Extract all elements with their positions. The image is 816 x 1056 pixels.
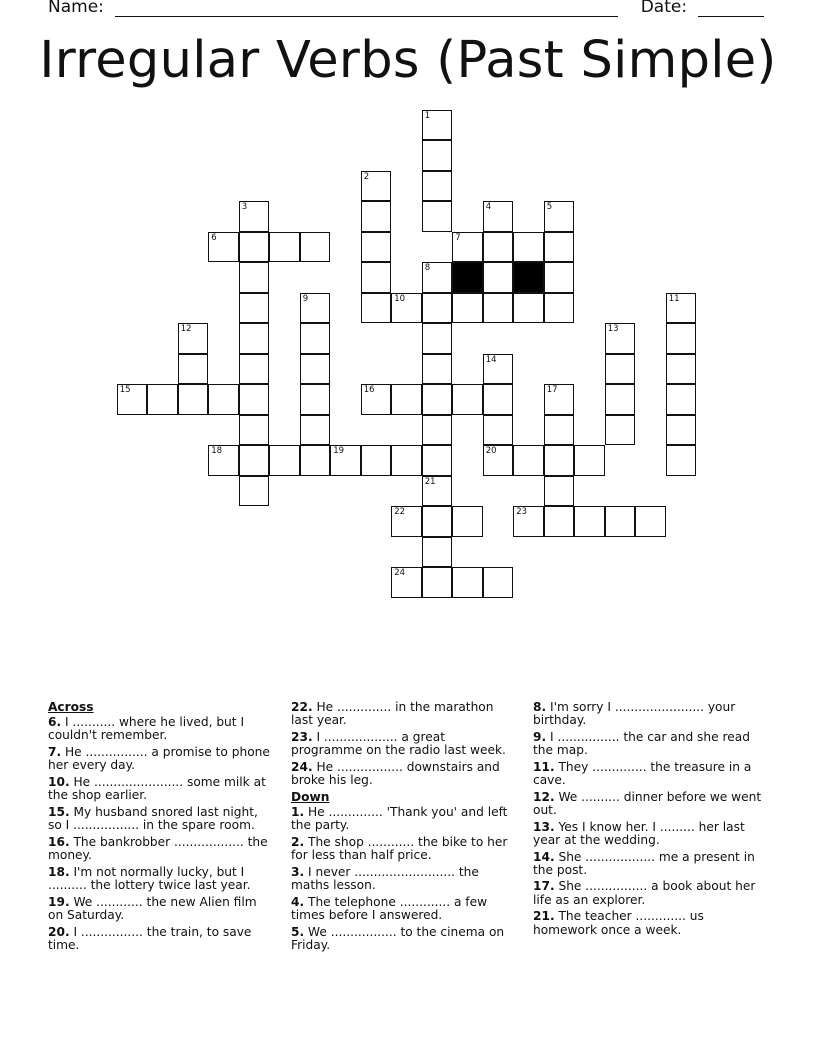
clue-number: 22. <box>291 700 313 714</box>
clue-number: 9. <box>533 729 547 744</box>
grid-cell[interactable] <box>300 323 331 354</box>
clue-item <box>48 926 270 952</box>
clue-text: He ................. downstairs and broke his leg. <box>291 759 500 788</box>
grid-cell[interactable] <box>452 506 483 537</box>
grid-cell[interactable] <box>544 476 575 507</box>
clue-number: 11. <box>533 759 555 774</box>
clue-number-label: 9 <box>302 293 309 304</box>
grid-cell[interactable] <box>391 506 422 537</box>
clue-item <box>48 806 270 832</box>
grid-cell[interactable] <box>300 293 331 324</box>
clue-item <box>533 701 763 727</box>
clues-column-3 <box>533 701 763 940</box>
grid-cell[interactable] <box>178 354 209 385</box>
clue-number: 13. <box>533 819 555 834</box>
grid-cell-black <box>513 262 544 293</box>
grid-cell[interactable] <box>483 415 514 446</box>
grid-cell[interactable] <box>300 415 331 446</box>
page-title: Irregular Verbs (Past Simple) <box>39 31 777 90</box>
clue-text: We ................. to the cinema on Friday. <box>291 924 505 952</box>
grid-cell[interactable] <box>269 232 300 263</box>
clue-item <box>291 836 513 862</box>
clue-number-label: 12 <box>180 324 192 335</box>
clue-text: My husband snored last night, so I ................. in the spare room. <box>48 804 258 833</box>
grid-cell[interactable] <box>422 384 453 415</box>
grid-cell[interactable] <box>605 384 636 415</box>
grid-cell[interactable] <box>117 384 148 415</box>
grid-cell[interactable] <box>483 354 514 385</box>
clue-text: The telephone ............. a few times before I answered. <box>291 894 488 922</box>
clue-text: I never .......................... the maths lesson. <box>291 864 479 892</box>
clue-number: 10. <box>48 775 70 790</box>
clue-item <box>533 761 763 787</box>
clue-text: He .............. in the marathon last year. <box>291 700 494 728</box>
clue-item <box>291 896 513 922</box>
clue-text: He ....................... some milk at the shop earlier. <box>48 775 266 803</box>
clue-item <box>48 836 270 862</box>
grid-cell[interactable] <box>605 415 636 446</box>
grid-cell[interactable] <box>513 293 544 324</box>
clue-number-label: 5 <box>546 202 553 213</box>
clue-number: 1. <box>291 804 305 819</box>
grid-cell[interactable] <box>239 384 270 415</box>
grid-cell[interactable] <box>422 506 453 537</box>
grid-cell[interactable] <box>422 537 453 568</box>
clue-number-label: 24 <box>394 568 406 579</box>
clue-item <box>48 896 270 922</box>
grid-cell[interactable] <box>635 506 666 537</box>
clue-item <box>291 806 513 832</box>
clue-number: 12. <box>533 789 555 804</box>
grid-cell[interactable] <box>300 445 331 476</box>
grid-cell[interactable] <box>483 384 514 415</box>
grid-cell[interactable] <box>269 445 300 476</box>
grid-cell[interactable] <box>239 201 270 232</box>
clue-section-heading: Down <box>291 789 330 804</box>
clue-number: 7. <box>48 745 62 760</box>
grid-cell[interactable] <box>422 171 453 202</box>
grid-cell[interactable] <box>483 293 514 324</box>
grid-cell[interactable] <box>178 384 209 415</box>
grid-cell[interactable] <box>422 323 453 354</box>
clue-item <box>291 761 513 787</box>
clue-number: 16. <box>48 834 70 849</box>
grid-cell[interactable] <box>666 293 697 324</box>
grid-cell[interactable] <box>483 201 514 232</box>
grid-cell[interactable] <box>574 506 605 537</box>
grid-cell[interactable] <box>422 110 453 141</box>
grid-cell[interactable] <box>422 140 453 171</box>
grid-cell[interactable] <box>544 293 575 324</box>
grid-cell[interactable] <box>666 354 697 385</box>
grid-cell[interactable] <box>544 201 575 232</box>
clue-number-label: 16 <box>363 385 375 396</box>
clue-text: He .............. 'Thank you' and left the party. <box>291 804 508 833</box>
grid-cell[interactable] <box>422 201 453 232</box>
grid-cell[interactable] <box>544 262 575 293</box>
grid-cell[interactable] <box>422 567 453 598</box>
grid-cell[interactable] <box>544 384 575 415</box>
clue-text: He ................ a promise to phone her every day. <box>48 745 270 773</box>
clue-number-label: 1 <box>424 110 431 121</box>
clue-number-label: 7 <box>455 232 461 243</box>
clue-number: 6. <box>48 715 62 730</box>
clue-number: 24. <box>291 759 313 774</box>
clue-number-label: 14 <box>485 354 497 365</box>
clue-number: 2. <box>291 834 305 849</box>
clue-text: I'm sorry I ....................... your birthday. <box>533 700 736 728</box>
grid-cell[interactable] <box>208 445 239 476</box>
grid-cell[interactable] <box>361 293 392 324</box>
grid-cell[interactable] <box>300 384 331 415</box>
clue-text: I ................... a great programme on the radio last week. <box>291 729 506 758</box>
clue-item <box>533 910 763 936</box>
clue-number-label: 20 <box>485 446 497 457</box>
clue-text: They .............. the treasure in a cave. <box>533 759 752 788</box>
grid-cell[interactable] <box>605 323 636 354</box>
clue-text: She .................. me a present in the post. <box>533 849 755 877</box>
clue-number-label: 17 <box>546 385 558 396</box>
grid-cell[interactable] <box>239 323 270 354</box>
clues-column-2 <box>291 701 513 955</box>
clue-number: 17. <box>533 879 555 894</box>
grid-cell[interactable] <box>452 567 483 598</box>
grid-cell[interactable] <box>452 384 483 415</box>
grid-cell[interactable] <box>605 506 636 537</box>
clue-number-label: 19 <box>333 446 345 457</box>
grid-cell[interactable] <box>483 567 514 598</box>
clue-number-label: 2 <box>363 171 370 182</box>
grid-cell[interactable] <box>361 262 392 293</box>
clue-item <box>48 746 270 772</box>
clue-item <box>48 716 270 742</box>
clue-number: 5. <box>291 924 305 939</box>
grid-cell[interactable] <box>422 415 453 446</box>
grid-cell[interactable] <box>300 232 331 263</box>
clue-number: 19. <box>48 894 70 909</box>
grid-cell[interactable] <box>452 293 483 324</box>
grid-cell[interactable] <box>147 384 178 415</box>
grid-cell[interactable] <box>513 232 544 263</box>
grid-cell[interactable] <box>239 293 270 324</box>
grid-cell[interactable] <box>330 445 361 476</box>
grid-cell[interactable] <box>544 445 575 476</box>
clue-number: 23. <box>291 729 313 744</box>
grid-cell[interactable] <box>422 476 453 507</box>
clue-number: 4. <box>291 894 305 909</box>
grid-cell[interactable] <box>361 445 392 476</box>
clue-number-label: 6 <box>211 232 217 243</box>
clue-item <box>533 821 763 847</box>
clue-item <box>291 866 513 892</box>
grid-cell[interactable] <box>239 354 270 385</box>
grid-cell[interactable] <box>666 384 697 415</box>
grid-cell[interactable] <box>605 354 636 385</box>
clue-number: 14. <box>533 849 555 864</box>
clue-item <box>533 880 763 906</box>
grid-cell[interactable] <box>361 232 392 263</box>
grid-cell[interactable] <box>544 506 575 537</box>
grid-cell[interactable] <box>391 293 422 324</box>
clue-number: 18. <box>48 864 70 879</box>
grid-cell[interactable] <box>422 445 453 476</box>
clue-number: 8. <box>533 700 547 714</box>
grid-cell-black <box>452 262 483 293</box>
clues-column-1 <box>48 701 270 955</box>
grid-cell[interactable] <box>361 171 392 202</box>
clue-section-heading: Across <box>48 700 94 714</box>
grid-cell[interactable] <box>544 232 575 263</box>
date-label: Date: <box>640 0 688 17</box>
grid-cell[interactable] <box>483 262 514 293</box>
clue-number-label: 18 <box>211 446 223 457</box>
clue-item <box>533 851 763 877</box>
grid-cell[interactable] <box>422 293 453 324</box>
clue-number-label: 21 <box>424 476 436 487</box>
clue-item <box>291 731 513 757</box>
clue-text: I'm not normally lucky, but I .......... the lottery twice last year. <box>48 864 251 892</box>
clue-text: We ............ the new Alien film on Saturday. <box>48 894 257 922</box>
clue-item <box>291 701 513 727</box>
clue-number: 20. <box>48 924 70 939</box>
clue-text: I ........... where he lived, but I couldn't remember. <box>48 715 245 743</box>
clue-item <box>48 866 270 892</box>
clue-number-label: 13 <box>607 324 619 335</box>
grid-cell[interactable] <box>391 384 422 415</box>
clue-text: We .......... dinner before we went out. <box>533 789 762 817</box>
clue-text: Yes I know her. I ......... her last year at the wedding. <box>533 819 745 847</box>
grid-cell[interactable] <box>666 415 697 446</box>
clue-item <box>48 776 270 802</box>
grid-cell[interactable] <box>300 354 331 385</box>
clue-number: 15. <box>48 804 70 819</box>
grid-cell[interactable] <box>666 445 697 476</box>
grid-cell[interactable] <box>574 445 605 476</box>
clue-number-label: 11 <box>668 293 680 304</box>
grid-cell[interactable] <box>513 506 544 537</box>
clue-number-label: 8 <box>424 263 431 274</box>
grid-cell[interactable] <box>483 445 514 476</box>
grid-cell[interactable] <box>422 354 453 385</box>
clue-number-label: 3 <box>241 202 248 213</box>
grid-cell[interactable] <box>239 232 270 263</box>
clue-number: 3. <box>291 864 305 879</box>
clue-text: The shop ............ the bike to her for less than half price. <box>291 834 508 863</box>
clue-item <box>533 791 763 817</box>
clue-number-label: 10 <box>394 293 406 304</box>
grid-cell[interactable] <box>239 476 270 507</box>
clue-text: She ................ a book about her life as an explorer. <box>533 879 756 907</box>
clue-number-label: 15 <box>119 385 131 396</box>
grid-cell[interactable] <box>391 567 422 598</box>
clue-text: The bankrobber .................. the money. <box>48 834 268 863</box>
grid-cell[interactable] <box>178 323 209 354</box>
grid-cell[interactable] <box>422 262 453 293</box>
grid-cell[interactable] <box>239 262 270 293</box>
grid-cell[interactable] <box>239 415 270 446</box>
grid-cell[interactable] <box>391 445 422 476</box>
grid-cell[interactable] <box>208 232 239 263</box>
clue-text: I ................ the train, to save time. <box>48 924 252 952</box>
grid-cell[interactable] <box>208 384 239 415</box>
clue-item <box>533 731 763 757</box>
clue-number: 21. <box>533 909 555 924</box>
grid-cell[interactable] <box>361 384 392 415</box>
grid-cell[interactable] <box>361 201 392 232</box>
clue-number-label: 4 <box>485 202 492 213</box>
grid-cell[interactable] <box>452 232 483 263</box>
clue-number-label: 22 <box>394 507 406 518</box>
grid-cell[interactable] <box>513 445 544 476</box>
grid-cell[interactable] <box>239 445 270 476</box>
grid-cell[interactable] <box>666 323 697 354</box>
clue-item <box>291 926 513 952</box>
clue-text: I ................ the car and she read the map. <box>533 729 750 758</box>
clue-text: The teacher ............. us homework once a week. <box>533 909 704 937</box>
clue-number-label: 23 <box>516 507 528 518</box>
grid-cell[interactable] <box>544 415 575 446</box>
grid-cell[interactable] <box>483 232 514 263</box>
name-label: Name: <box>48 0 104 17</box>
